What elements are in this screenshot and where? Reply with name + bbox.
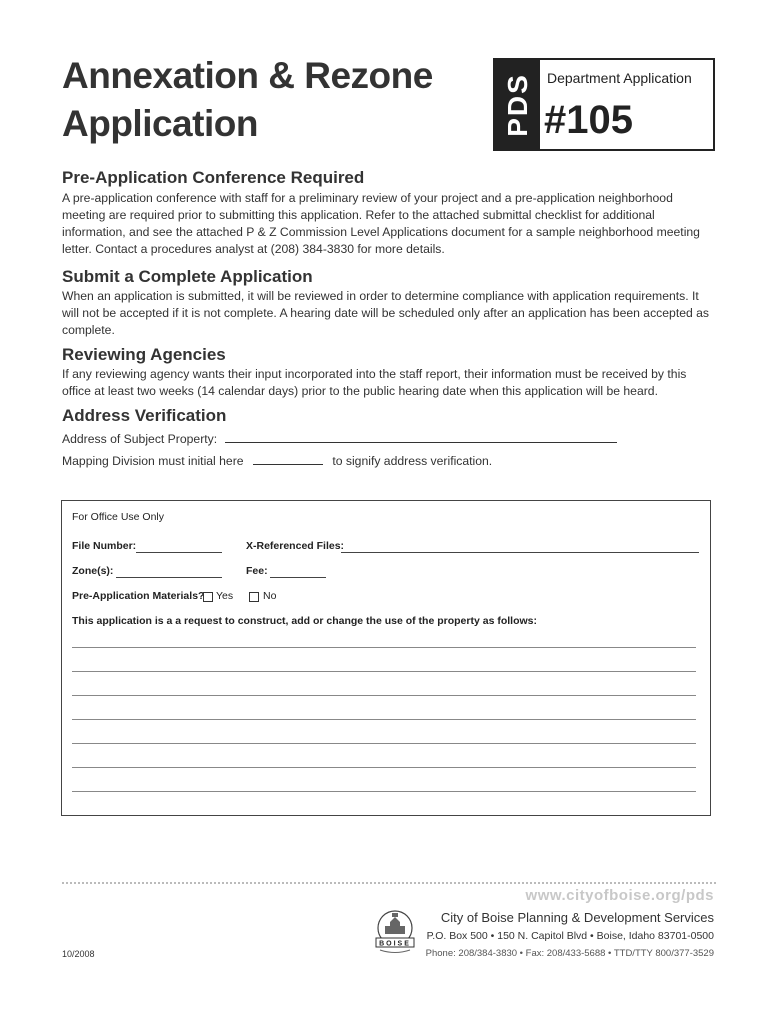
address-subject-field[interactable] <box>225 432 617 443</box>
materials-label: Pre-Application Materials? <box>72 590 205 602</box>
heading-submit-complete: Submit a Complete Application <box>62 267 313 286</box>
zones-field[interactable] <box>116 577 222 578</box>
city-seal-icon <box>372 908 418 956</box>
document-title <box>62 52 433 148</box>
footer-url: www.cityofboise.org/pds <box>525 887 714 904</box>
xref-files-label: X-Referenced Files: <box>246 540 345 552</box>
request-line-2[interactable] <box>72 671 696 672</box>
office-use-title: For Office Use Only <box>72 511 164 523</box>
request-label: This application is a a request to construct, add or change the use of the property as follows: <box>72 615 537 627</box>
mapping-label: Mapping Division must initial here <box>62 454 244 468</box>
fee-field[interactable] <box>270 577 326 578</box>
text-pre-application: A pre-application conference with staff for a preliminary review of your project and a pre-application neighborhood meeting are required prior to submitting this application. Refer to the attached submittal checklist for additional information, and see the attached P & Z Commission Level Applications document for a sample neighborhood meeting letter. Contact a procedures analyst at (208) 384-3830 for more details. <box>62 191 700 256</box>
request-line-4[interactable] <box>72 719 696 720</box>
title-line-2: Application <box>62 103 258 144</box>
mapping-suffix: to signify address verification. <box>332 454 493 468</box>
footer-date: 10/2008 <box>62 949 95 959</box>
xref-files-field[interactable] <box>341 552 699 553</box>
materials-no-label: No <box>263 590 277 602</box>
heading-address-verification: Address Verification <box>62 406 227 425</box>
fee-label: Fee: <box>246 565 268 577</box>
footer-organization: City of Boise Planning & Development Services <box>440 910 714 925</box>
request-line-5[interactable] <box>72 743 696 744</box>
address-subject-label: Address of Subject Property: <box>62 432 218 446</box>
file-number-field[interactable] <box>136 552 222 553</box>
mapping-row <box>62 454 492 468</box>
file-number-label: File Number: <box>72 540 137 552</box>
text-reviewing-agencies: If any reviewing agency wants their input incorporated into the staff report, their information must be received by this office at least two weeks (14 calendar days) prior to the public hearing date when this application will be heard. <box>62 367 687 398</box>
materials-yes-checkbox[interactable] <box>203 592 213 602</box>
mapping-initial-field[interactable] <box>253 454 323 465</box>
badge-department-label: Department Application <box>547 70 692 86</box>
title-line-1: Annexation & Rezone <box>62 55 433 96</box>
request-line-1[interactable] <box>72 647 696 648</box>
footer-address: P.O. Box 500 • 150 N. Capitol Blvd • Boise, Idaho 83701-0500 <box>426 930 714 942</box>
zones-label: Zone(s): <box>72 565 114 577</box>
address-subject-row <box>62 432 617 446</box>
seal-text: BOISE <box>379 940 411 948</box>
office-use-box <box>61 500 711 816</box>
footer-divider <box>62 882 716 884</box>
badge-side-text: PDS <box>501 72 533 137</box>
text-submit-complete: When an application is submitted, it will be reviewed in order to determine compliance with application requirements. It will not be accepted if it is not complete. A hearing date will be scheduled only after an application has been accepted as complete. <box>62 289 710 337</box>
badge-application-number: #105 <box>544 98 633 142</box>
request-line-7[interactable] <box>72 791 696 792</box>
department-badge <box>493 58 715 151</box>
materials-no-checkbox[interactable] <box>249 592 259 602</box>
materials-yes-label: Yes <box>216 590 234 602</box>
request-line-6[interactable] <box>72 767 696 768</box>
heading-pre-application: Pre-Application Conference Required <box>62 168 365 187</box>
heading-reviewing-agencies: Reviewing Agencies <box>62 345 226 364</box>
badge-side <box>495 60 540 149</box>
request-line-3[interactable] <box>72 695 696 696</box>
footer-phone: Phone: 208/384-3830 • Fax: 208/433-5688 • TTD/TTY 800/377-3529 <box>425 948 714 959</box>
